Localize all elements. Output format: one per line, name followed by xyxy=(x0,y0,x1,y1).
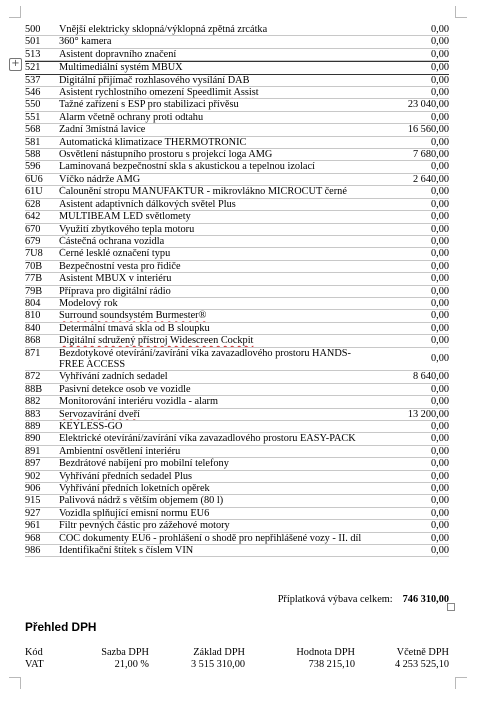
table-row[interactable] xyxy=(25,433,449,445)
option-price: 0,00 xyxy=(430,353,449,365)
vat-cell-rate: 21,00 % xyxy=(114,659,149,670)
option-code: 568 xyxy=(25,124,41,136)
option-description: Modelový rok xyxy=(59,297,118,309)
vat-header-rate: Sazba DPH xyxy=(101,647,149,658)
option-description: Asistent adaptivních dálkových světel Plus xyxy=(59,198,236,210)
options-table xyxy=(25,24,449,557)
option-description: Vyhřívání zadních sedadel xyxy=(59,371,168,383)
table-row[interactable] xyxy=(25,520,449,532)
option-code: 628 xyxy=(25,198,41,210)
option-price: 0,00 xyxy=(430,273,449,285)
table-row[interactable] xyxy=(25,248,449,260)
table-row[interactable] xyxy=(25,421,449,433)
table-row[interactable] xyxy=(25,533,449,545)
option-code: 77B xyxy=(25,273,43,285)
option-price: 0,00 xyxy=(430,211,449,223)
table-row[interactable] xyxy=(25,384,449,396)
table-row[interactable] xyxy=(25,298,449,310)
option-price: 2 640,00 xyxy=(412,173,449,185)
table-row[interactable] xyxy=(25,236,449,248)
option-code: 868 xyxy=(25,335,41,347)
option-price: 0,00 xyxy=(430,297,449,309)
option-price: 0,00 xyxy=(430,285,449,297)
option-price: 0,00 xyxy=(430,24,449,35)
option-code: 6U6 xyxy=(25,173,43,185)
option-code: 7U8 xyxy=(25,248,43,260)
option-description: Automatická klimatizace THERMOTRONIC xyxy=(59,136,247,148)
option-code: 61U xyxy=(25,186,43,198)
total-value: 746 310,00 xyxy=(402,594,449,605)
option-price: 0,00 xyxy=(430,335,449,347)
option-code: 804 xyxy=(25,297,41,309)
option-price: 0,00 xyxy=(430,445,449,457)
option-description: Multimediální systém MBUX xyxy=(59,62,183,74)
option-code: 537 xyxy=(25,74,41,86)
table-row[interactable] xyxy=(25,112,449,124)
vat-summary-table xyxy=(25,647,449,671)
option-price: 0,00 xyxy=(430,383,449,395)
option-code: 546 xyxy=(25,87,41,99)
option-code: 500 xyxy=(25,24,41,35)
option-code: 550 xyxy=(25,99,41,111)
option-code: 810 xyxy=(25,310,41,322)
table-row[interactable] xyxy=(25,124,449,136)
table-row[interactable] xyxy=(25,261,449,273)
table-row[interactable] xyxy=(25,137,449,149)
table-move-handle-icon[interactable]: + xyxy=(9,58,22,71)
table-row[interactable] xyxy=(25,61,449,74)
option-code: 70B xyxy=(25,260,43,272)
option-price: 23 040,00 xyxy=(407,99,449,111)
vat-cell-amount: 738 215,10 xyxy=(308,659,355,670)
option-code: 588 xyxy=(25,149,41,161)
option-price: 0,00 xyxy=(430,545,449,557)
option-description: Čalounění stropu MANUFAKTUR - mikrovlákno MICROCUT černé xyxy=(59,186,347,198)
table-row[interactable] xyxy=(25,545,449,557)
option-description: Bezdotykové otevírání/zavírání víka zavazadlového prostoru HANDS-FREE ACCESS xyxy=(59,347,351,370)
option-description: Částečná ochrana vozidla xyxy=(59,235,165,247)
option-description: Servozavírání dveří xyxy=(59,408,140,420)
table-row[interactable] xyxy=(25,446,449,458)
option-description: Bezpečnostní vesta pro řidiče xyxy=(59,260,181,272)
option-description: Determální tmavá skla od B sloupku xyxy=(59,322,210,334)
table-row[interactable] xyxy=(25,186,449,198)
table-row[interactable] xyxy=(25,371,449,383)
option-description: Vyhřívání předních loketních opěrek xyxy=(59,483,210,495)
vat-cell-base: 3 515 310,00 xyxy=(190,659,245,670)
option-description: Palivová nádrž s větším objemem (80 l) xyxy=(59,495,224,507)
table-row[interactable] xyxy=(25,409,449,421)
option-description: COC dokumenty EU6 - prohlášení o shodě pro nepřihlášené vozy - II. díl xyxy=(59,532,362,544)
option-code: 88B xyxy=(25,383,43,395)
vat-header-total: Včetně DPH xyxy=(396,647,449,658)
option-code: 501 xyxy=(25,36,41,48)
table-row[interactable] xyxy=(25,323,449,335)
option-price: 0,00 xyxy=(430,198,449,210)
table-row[interactable] xyxy=(25,273,449,285)
option-code: 882 xyxy=(25,396,41,408)
option-price: 0,00 xyxy=(430,495,449,507)
option-price: 0,00 xyxy=(430,507,449,519)
option-description: Laminovaná bezpečnostní skla s akustickou a tepelnou izolací xyxy=(59,161,315,173)
table-row[interactable] xyxy=(25,199,449,211)
option-code: 872 xyxy=(25,371,41,383)
corner-mark-bottom-right-h xyxy=(455,677,467,678)
option-description: 360° kamera xyxy=(59,36,112,48)
option-description: Asistent dopravního značení xyxy=(59,48,177,60)
table-row[interactable] xyxy=(25,75,449,87)
option-description: Využití zbytkového tepla motoru xyxy=(59,223,195,235)
option-code: 581 xyxy=(25,136,41,148)
option-price: 0,00 xyxy=(430,36,449,48)
table-row[interactable] xyxy=(25,24,449,36)
corner-mark-top-left-h xyxy=(9,17,21,18)
option-code: 840 xyxy=(25,322,41,334)
corner-mark-top-right-h xyxy=(455,17,467,18)
option-description: Víčko nádrže AMG xyxy=(59,173,141,185)
table-row[interactable] xyxy=(25,508,449,520)
option-price: 0,00 xyxy=(430,483,449,495)
options-total xyxy=(25,594,449,606)
option-code: 670 xyxy=(25,223,41,235)
option-price: 0,00 xyxy=(430,62,449,74)
option-description: Ambientní osvětlení interiéru xyxy=(59,445,181,457)
option-description: Zadní 3místná lavice xyxy=(59,124,146,136)
vat-header-amount: Hodnota DPH xyxy=(296,647,355,658)
option-price: 0,00 xyxy=(430,161,449,173)
table-row[interactable] xyxy=(25,348,449,372)
option-price: 0,00 xyxy=(430,74,449,86)
option-price: 13 200,00 xyxy=(407,408,449,420)
option-description: Elektrické otevírání/zavírání víka zavazadlového prostoru EASY-PACK xyxy=(59,433,356,445)
option-code: 915 xyxy=(25,495,41,507)
option-price: 0,00 xyxy=(430,186,449,198)
option-code: 961 xyxy=(25,520,41,532)
option-description: MULTIBEAM LED světlomety xyxy=(59,211,191,223)
option-description: Vozidla splňující emisní normu EU6 xyxy=(59,507,210,519)
option-description: Tažné zařízení s ESP pro stabilizaci přívěsu xyxy=(59,99,239,111)
option-code: 883 xyxy=(25,408,41,420)
total-label: Příplatková výbava celkem: xyxy=(277,594,393,605)
option-code: 521 xyxy=(25,62,41,74)
table-row[interactable] xyxy=(25,335,449,347)
option-code: 891 xyxy=(25,445,41,457)
option-description: Osvětlení nástupního prostoru s projekcí loga AMG xyxy=(59,149,273,161)
option-code: 902 xyxy=(25,470,41,482)
option-description: Digitální přijímač rozhlasového vysílání DAB xyxy=(59,74,250,86)
option-price: 0,00 xyxy=(430,433,449,445)
option-code: 679 xyxy=(25,235,41,247)
corner-mark-bottom-left-v xyxy=(20,677,21,689)
option-price: 0,00 xyxy=(430,48,449,60)
option-code: 968 xyxy=(25,532,41,544)
option-price: 0,00 xyxy=(430,260,449,272)
option-description: Monitorování interiéru vozidla - alarm xyxy=(59,396,218,408)
option-price: 0,00 xyxy=(430,87,449,99)
vat-row xyxy=(25,659,449,671)
table-row[interactable] xyxy=(25,483,449,495)
option-description: Asistent MBUX v interiéru xyxy=(59,273,172,285)
table-row[interactable] xyxy=(25,471,449,483)
vat-header-row xyxy=(25,647,449,659)
table-row[interactable] xyxy=(25,49,449,61)
option-price: 0,00 xyxy=(430,310,449,322)
option-price: 7 680,00 xyxy=(412,149,449,161)
option-code: 642 xyxy=(25,211,41,223)
option-description: Asistent rychlostního omezení Speedlimit Assist xyxy=(59,87,259,99)
table-row[interactable] xyxy=(25,161,449,173)
option-code: 906 xyxy=(25,483,41,495)
option-description: Vyhřívání předních sedadel Plus xyxy=(59,470,192,482)
option-description: Pasivní detekce osob ve vozidle xyxy=(59,383,191,395)
option-description: Bezdrátové nabíjení pro mobilní telefony xyxy=(59,458,229,470)
table-row[interactable] xyxy=(25,224,449,236)
option-code: 890 xyxy=(25,433,41,445)
option-price: 0,00 xyxy=(430,111,449,123)
option-price: 0,00 xyxy=(430,235,449,247)
vat-header-base: Základ DPH xyxy=(193,647,245,658)
option-code: 596 xyxy=(25,161,41,173)
option-price: 16 560,00 xyxy=(407,124,449,136)
option-code: 889 xyxy=(25,421,41,432)
table-row[interactable] xyxy=(25,149,449,161)
vat-cell-code: VAT xyxy=(25,659,44,670)
option-price: 8 640,00 xyxy=(412,371,449,383)
table-row[interactable] xyxy=(25,310,449,322)
table-row[interactable] xyxy=(25,396,449,408)
option-price: 0,00 xyxy=(430,520,449,532)
table-row[interactable] xyxy=(25,99,449,111)
option-price: 0,00 xyxy=(430,136,449,148)
vat-cell-total: 4 253 525,10 xyxy=(394,659,449,670)
option-price: 0,00 xyxy=(430,470,449,482)
option-price: 0,00 xyxy=(430,322,449,334)
option-price: 0,00 xyxy=(430,223,449,235)
table-row[interactable] xyxy=(25,211,449,223)
option-description: KEYLESS-GO xyxy=(59,421,123,432)
corner-mark-bottom-right-v xyxy=(455,677,456,689)
option-description: Identifikační štítek s číslem VIN xyxy=(59,545,194,557)
option-price: 0,00 xyxy=(430,396,449,408)
option-description: Digitální sdružený přístroj Widescreen Cockpit xyxy=(59,335,254,347)
option-code: 871 xyxy=(25,347,41,359)
option-code: 897 xyxy=(25,458,41,470)
vat-header-code: Kód xyxy=(25,647,43,658)
option-price: 0,00 xyxy=(430,421,449,432)
table-row[interactable] xyxy=(25,458,449,470)
option-description: Alarm včetně ochrany proti odtahu xyxy=(59,111,204,123)
table-row[interactable] xyxy=(25,87,449,99)
option-price: 0,00 xyxy=(430,458,449,470)
table-row[interactable] xyxy=(25,174,449,186)
table-row[interactable] xyxy=(25,36,449,48)
option-code: 551 xyxy=(25,111,41,123)
option-description: Filtr pevných částic pro zážehové motory xyxy=(59,520,230,532)
option-price: 0,00 xyxy=(430,532,449,544)
option-description: Příprava pro digitální rádio xyxy=(59,285,171,297)
option-description: Surround soundsystém Burmester® xyxy=(59,310,207,322)
option-description: Vnější elektricky sklopná/výklopná zpětná zrcátka xyxy=(59,24,268,35)
table-row[interactable] xyxy=(25,495,449,507)
option-description: Černé lesklé označení typu xyxy=(59,248,171,260)
vat-summary-title: Přehled DPH xyxy=(25,620,97,634)
option-code: 513 xyxy=(25,48,41,60)
option-code: 79B xyxy=(25,285,43,297)
table-row[interactable] xyxy=(25,286,449,298)
option-code: 927 xyxy=(25,507,41,519)
option-code: 986 xyxy=(25,545,41,557)
option-price: 0,00 xyxy=(430,248,449,260)
corner-mark-bottom-left-h xyxy=(9,677,21,678)
